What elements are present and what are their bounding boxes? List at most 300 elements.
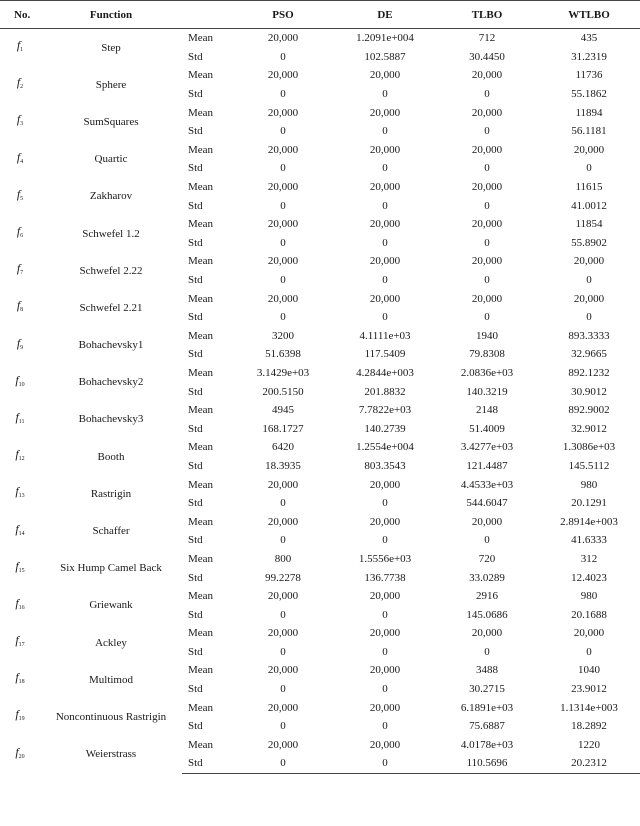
stat-label-mean: Mean (188, 106, 214, 119)
function-index: 17 (18, 642, 25, 649)
cell-std-wtlbo: 23.9012 (571, 683, 607, 696)
cell-mean-de: 20,000 (369, 218, 401, 231)
cell-mean-tlbo: 2.0836e+03 (460, 366, 514, 379)
cell-mean-wtlbo: 312 (580, 552, 598, 565)
function-number (0, 550, 40, 587)
function-name: Ackley (95, 636, 127, 649)
cell-std-tlbo: 51.4009 (469, 422, 505, 435)
cell-mean-pso: 20,000 (267, 738, 299, 751)
function-number (0, 141, 40, 178)
cell-mean-tlbo: 20,000 (471, 255, 503, 268)
stat-label-mean: Mean (188, 69, 214, 82)
header-stat (182, 1, 232, 29)
cell-mean-pso: 20,000 (267, 478, 299, 491)
cell-std-pso: 0 (232, 754, 334, 773)
cell-mean-pso: 3.1429e+03 (256, 366, 310, 379)
cell-std-wtlbo: 55.8902 (571, 236, 607, 249)
cell-mean-tlbo: 2916 (476, 590, 498, 603)
cell-mean-de: 20,000 (369, 701, 401, 714)
table-row-mean (0, 475, 640, 494)
cell-mean-wtlbo: 1040 (578, 664, 600, 677)
cell-std-wtlbo: 18.2892 (571, 720, 607, 733)
function-number (0, 475, 40, 512)
function-name: Schaffer (92, 525, 130, 538)
cell-mean-tlbo: 20,000 (471, 515, 503, 528)
stat-label-std: Std (188, 422, 203, 435)
function-name: Six Hump Camel Back (60, 562, 162, 575)
function-index: 16 (18, 604, 25, 611)
function-symbol: f (16, 224, 21, 239)
stat-label-std: Std (188, 385, 203, 398)
cell-mean-pso: 6420 (272, 441, 294, 454)
table-row-mean (0, 698, 640, 717)
function-symbol: f (15, 707, 19, 722)
stat-label-std: Std (188, 88, 203, 101)
function-symbol: f (16, 149, 21, 164)
stat-label-std: Std (188, 534, 203, 547)
table-row-mean (0, 624, 640, 643)
function-symbol: f (16, 298, 21, 313)
cell-mean-wtlbo: 980 (580, 590, 598, 603)
function-index: 15 (18, 567, 25, 574)
cell-mean-pso: 3200 (272, 329, 294, 342)
cell-mean-tlbo: 6.1891e+03 (460, 701, 514, 714)
cell-mean-tlbo: 2148 (476, 404, 498, 417)
header-de: DE (334, 1, 436, 29)
cell-std-wtlbo: 0 (586, 274, 592, 287)
cell-std-de: 0 (382, 125, 388, 138)
header-row (0, 1, 640, 29)
cell-mean-de: 20,000 (369, 181, 401, 194)
cell-std-de: 0 (382, 645, 388, 658)
cell-mean-wtlbo: 2.8914e+003 (560, 515, 618, 528)
function-index: 1 (20, 47, 24, 54)
cell-std-de: 0 (382, 534, 388, 547)
function-name: Griewank (89, 599, 133, 612)
table-row-mean (0, 364, 640, 383)
cell-std-tlbo: 0 (484, 236, 490, 249)
function-symbol: f (15, 372, 19, 387)
stat-label-std: Std (188, 497, 203, 510)
cell-mean-pso: 20,000 (267, 515, 299, 528)
function-index: 10 (18, 381, 25, 388)
cell-mean-wtlbo: 11736 (575, 69, 603, 82)
function-number (0, 401, 40, 438)
stat-label-std: Std (188, 199, 203, 212)
cell-mean-pso: 20,000 (267, 701, 299, 714)
cell-mean-tlbo: 3.4277e+03 (460, 441, 514, 454)
stat-label-std: Std (188, 311, 203, 324)
cell-std-pso: 168.1727 (262, 422, 304, 435)
cell-mean-tlbo: 20,000 (471, 143, 503, 156)
cell-mean-wtlbo: 20,000 (573, 255, 605, 268)
function-name: Weierstrass (85, 748, 137, 761)
table-row-mean (0, 103, 640, 122)
cell-std-wtlbo: 12.4023 (571, 571, 607, 584)
function-number (0, 698, 40, 735)
cell-std-tlbo: 110.5696 (436, 754, 538, 773)
cell-std-pso: 0 (280, 274, 286, 287)
cell-mean-de: 7.7822e+03 (358, 404, 412, 417)
cell-std-wtlbo: 20.1688 (571, 608, 607, 621)
cell-mean-tlbo: 720 (478, 552, 496, 565)
stat-label-std: Std (188, 274, 203, 287)
cell-mean-tlbo: 20,000 (471, 292, 503, 305)
cell-std-pso: 0 (280, 534, 286, 547)
stat-label-mean: Mean (188, 404, 214, 417)
cell-std-pso: 0 (280, 125, 286, 138)
function-symbol: f (16, 186, 21, 201)
table-row-mean (0, 141, 640, 160)
table-row-mean (0, 66, 640, 85)
cell-std-pso: 0 (280, 608, 286, 621)
cell-std-wtlbo: 0 (586, 645, 592, 658)
function-name: Multimod (88, 673, 133, 686)
cell-std-pso: 0 (280, 162, 286, 175)
cell-mean-pso: 20,000 (267, 255, 299, 268)
cell-mean-tlbo: 3488 (476, 664, 498, 677)
cell-std-de: 0 (382, 162, 388, 175)
stat-label-mean: Mean (188, 218, 214, 231)
cell-std-de: 0 (382, 236, 388, 249)
cell-mean-de: 20,000 (369, 143, 401, 156)
cell-mean-de: 1.2554e+004 (356, 441, 414, 454)
table-row-mean (0, 401, 640, 420)
function-number (0, 289, 40, 326)
cell-mean-wtlbo: 892.1232 (568, 366, 610, 379)
cell-std-pso: 0 (280, 199, 286, 212)
cell-std-pso: 0 (280, 720, 286, 733)
cell-std-de: 803.3543 (364, 459, 406, 472)
cell-std-tlbo: 0 (484, 645, 490, 658)
function-index: 7 (20, 270, 24, 277)
function-index: 2 (20, 84, 24, 91)
cell-std-tlbo: 33.0289 (469, 571, 505, 584)
cell-std-wtlbo: 20.2312 (538, 754, 640, 773)
cell-mean-wtlbo: 980 (580, 478, 598, 491)
cell-mean-de: 1.5556e+03 (358, 552, 412, 565)
table-row-mean (0, 736, 640, 755)
function-symbol: f (15, 633, 19, 648)
function-symbol: f (15, 521, 19, 536)
stat-label-mean: Mean (188, 181, 214, 194)
function-number (0, 327, 40, 364)
cell-std-de: 0 (334, 754, 436, 773)
function-name: Schwefel 1.2 (82, 227, 140, 240)
cell-std-tlbo: 75.6887 (469, 720, 505, 733)
stat-label-std: Std (188, 683, 203, 696)
cell-std-pso: 0 (280, 311, 286, 324)
stat-label-std: Std (188, 236, 203, 249)
function-index: 11 (18, 418, 25, 425)
function-symbol: f (15, 409, 19, 424)
cell-std-de: 102.5887 (364, 50, 406, 63)
cell-std-tlbo: 140.3219 (466, 385, 508, 398)
stat-label-mean: Mean (188, 627, 214, 640)
stat-label-std: Std (188, 125, 203, 138)
stat-label-std: Std (188, 645, 203, 658)
stat-label-mean: Mean (188, 366, 214, 379)
table-row-mean (0, 29, 640, 48)
cell-std-wtlbo: 31.2319 (571, 50, 607, 63)
function-index: 14 (18, 530, 25, 537)
function-name: Booth (97, 450, 125, 463)
stat-label-mean: Mean (188, 701, 214, 714)
function-number (0, 66, 40, 103)
header-tlbo: TLBO (436, 1, 538, 29)
cell-mean-de: 4.1111e+03 (359, 329, 411, 342)
cell-mean-wtlbo: 1.1314e+003 (560, 701, 618, 714)
stat-label-mean: Mean (188, 515, 214, 528)
stat-label-std: Std (188, 571, 203, 584)
cell-mean-tlbo: 20,000 (471, 69, 503, 82)
function-name: Quartic (94, 153, 128, 166)
cell-mean-de: 20,000 (369, 255, 401, 268)
function-index: 8 (20, 307, 24, 314)
function-index: 19 (18, 716, 25, 723)
cell-mean-pso: 800 (274, 552, 292, 565)
cell-std-de: 0 (382, 720, 388, 733)
function-name: Rastrigin (90, 487, 132, 500)
function-number (0, 438, 40, 475)
table-row-mean (0, 550, 640, 569)
cell-std-de: 0 (382, 608, 388, 621)
stat-label-mean: Mean (188, 292, 214, 305)
cell-std-de: 0 (382, 311, 388, 324)
function-index: 5 (20, 195, 24, 202)
cell-std-pso: 0 (280, 645, 286, 658)
function-number (0, 736, 40, 774)
cell-mean-pso: 20,000 (267, 181, 299, 194)
function-symbol: f (15, 595, 19, 610)
cell-mean-wtlbo: 20,000 (573, 627, 605, 640)
cell-std-wtlbo: 56.1181 (571, 125, 607, 138)
cell-std-pso: 0 (280, 88, 286, 101)
cell-mean-tlbo: 20,000 (471, 181, 503, 194)
table-row-mean (0, 512, 640, 531)
cell-mean-de: 20,000 (369, 69, 401, 82)
cell-std-tlbo: 0 (484, 534, 490, 547)
function-number (0, 364, 40, 401)
function-symbol: f (16, 335, 21, 350)
cell-std-pso: 0 (280, 50, 286, 63)
cell-std-tlbo: 79.8308 (469, 348, 505, 361)
cell-mean-wtlbo: 11615 (575, 181, 603, 194)
cell-std-pso: 51.6398 (265, 348, 301, 361)
stat-label-mean: Mean (188, 255, 214, 268)
cell-mean-de: 20,000 (369, 738, 401, 751)
cell-mean-wtlbo: 892.9002 (568, 404, 610, 417)
cell-std-wtlbo: 32.9665 (571, 348, 607, 361)
cell-mean-tlbo: 4.4533e+03 (460, 478, 514, 491)
stat-label-std: Std (182, 754, 232, 773)
cell-std-tlbo: 145.0686 (466, 608, 508, 621)
cell-mean-tlbo: 20,000 (471, 218, 503, 231)
function-name: Schwefel 2.22 (79, 264, 143, 277)
cell-std-pso: 99.2278 (265, 571, 301, 584)
cell-std-de: 201.8832 (364, 385, 406, 398)
function-index: 20 (18, 753, 25, 760)
function-symbol: f (16, 261, 21, 276)
function-name: SumSquares (83, 115, 139, 128)
cell-mean-de: 4.2844e+003 (356, 366, 414, 379)
stat-label-mean: Mean (188, 441, 214, 454)
function-index: 3 (20, 121, 24, 128)
stat-label-mean: Mean (188, 329, 214, 342)
function-index: 6 (20, 233, 24, 240)
cell-std-tlbo: 0 (484, 162, 490, 175)
function-index: 9 (20, 344, 24, 351)
cell-std-de: 117.5409 (364, 348, 406, 361)
cell-std-tlbo: 0 (484, 311, 490, 324)
cell-mean-tlbo: 20,000 (471, 627, 503, 640)
cell-mean-tlbo: 1940 (476, 329, 498, 342)
function-index: 13 (18, 493, 25, 500)
cell-std-pso: 0 (280, 236, 286, 249)
cell-mean-pso: 20,000 (267, 590, 299, 603)
header-function: Function (40, 1, 182, 29)
function-number (0, 587, 40, 624)
cell-mean-tlbo: 712 (478, 32, 496, 45)
table-row-mean (0, 438, 640, 457)
function-name: Sphere (95, 78, 127, 91)
cell-std-tlbo: 30.4450 (469, 50, 505, 63)
function-symbol: f (15, 447, 19, 462)
function-number (0, 29, 40, 67)
cell-std-de: 136.7738 (364, 571, 406, 584)
cell-mean-wtlbo: 11894 (575, 106, 603, 119)
cell-mean-pso: 20,000 (267, 69, 299, 82)
function-number (0, 103, 40, 140)
stat-label-mean: Mean (188, 738, 214, 751)
header-no: No. (0, 1, 40, 29)
cell-std-wtlbo: 41.0012 (571, 199, 607, 212)
function-symbol: f (16, 38, 21, 53)
cell-std-tlbo: 0 (484, 274, 490, 287)
function-symbol: f (16, 75, 21, 90)
cell-std-tlbo: 0 (484, 88, 490, 101)
cell-std-wtlbo: 55.1862 (571, 88, 607, 101)
cell-mean-wtlbo: 20,000 (573, 143, 605, 156)
table-row-mean (0, 215, 640, 234)
function-number (0, 661, 40, 698)
cell-std-de: 0 (382, 274, 388, 287)
table-row-mean (0, 289, 640, 308)
function-number (0, 215, 40, 252)
function-symbol: f (15, 484, 19, 499)
function-name: Step (101, 41, 121, 54)
function-name: Bohachevsky1 (78, 339, 144, 352)
function-name: Zakharov (89, 190, 133, 203)
cell-std-de: 140.2739 (364, 422, 406, 435)
cell-mean-de: 1.2091e+004 (356, 32, 414, 45)
cell-mean-pso: 20,000 (267, 664, 299, 677)
cell-std-de: 0 (382, 683, 388, 696)
stat-label-std: Std (188, 608, 203, 621)
function-name: Schwefel 2.21 (79, 301, 143, 314)
function-number (0, 178, 40, 215)
cell-mean-wtlbo: 893.3333 (568, 329, 610, 342)
cell-mean-tlbo: 20,000 (471, 106, 503, 119)
stat-label-mean: Mean (188, 590, 214, 603)
cell-mean-de: 20,000 (369, 627, 401, 640)
function-symbol: f (15, 744, 19, 759)
table-body (0, 29, 640, 774)
cell-mean-wtlbo: 1.3086e+03 (562, 441, 616, 454)
cell-mean-wtlbo: 11854 (575, 218, 603, 231)
stat-label-mean: Mean (188, 664, 214, 677)
function-number (0, 624, 40, 661)
stat-label-std: Std (188, 720, 203, 733)
function-number (0, 512, 40, 549)
stat-label-mean: Mean (188, 478, 214, 491)
function-index: 18 (18, 679, 25, 686)
cell-mean-wtlbo: 435 (580, 32, 598, 45)
cell-std-tlbo: 0 (484, 199, 490, 212)
function-symbol: f (16, 112, 21, 127)
table-row-mean (0, 252, 640, 271)
function-symbol: f (15, 670, 19, 685)
cell-mean-wtlbo: 1220 (578, 738, 600, 751)
stat-label-std: Std (188, 459, 203, 472)
cell-std-de: 0 (382, 199, 388, 212)
table-row-mean (0, 587, 640, 606)
stat-label-std: Std (188, 348, 203, 361)
cell-std-wtlbo: 20.1291 (571, 497, 607, 510)
cell-std-wtlbo: 0 (586, 311, 592, 324)
stat-label-mean: Mean (188, 552, 214, 565)
cell-std-wtlbo: 145.5112 (568, 459, 610, 472)
cell-std-pso: 0 (280, 683, 286, 696)
cell-std-pso: 0 (280, 497, 286, 510)
cell-mean-de: 20,000 (369, 478, 401, 491)
function-number (0, 252, 40, 289)
cell-mean-pso: 20,000 (267, 292, 299, 305)
cell-std-wtlbo: 0 (586, 162, 592, 175)
stat-label-std: Std (188, 50, 203, 63)
cell-std-wtlbo: 30.9012 (571, 385, 607, 398)
cell-mean-pso: 20,000 (267, 143, 299, 156)
cell-mean-pso: 20,000 (267, 627, 299, 640)
cell-mean-tlbo: 4.0178e+03 (460, 738, 514, 751)
cell-mean-pso: 20,000 (267, 218, 299, 231)
cell-mean-de: 20,000 (369, 515, 401, 528)
function-name: Noncontinuous Rastrigin (55, 710, 167, 723)
cell-std-tlbo: 121.4487 (466, 459, 508, 472)
cell-std-pso: 18.3935 (265, 459, 301, 472)
function-name: Bohachevsky2 (78, 376, 144, 389)
cell-mean-de: 20,000 (369, 106, 401, 119)
function-index: 4 (20, 158, 24, 165)
cell-mean-pso: 20,000 (267, 32, 299, 45)
cell-mean-de: 20,000 (369, 292, 401, 305)
cell-std-wtlbo: 41.6333 (571, 534, 607, 547)
cell-mean-pso: 20,000 (267, 106, 299, 119)
cell-std-tlbo: 544.6047 (466, 497, 508, 510)
header-wtlbo: WTLBO (538, 1, 640, 29)
table-row-mean (0, 661, 640, 680)
cell-mean-pso: 4945 (272, 404, 294, 417)
cell-mean-de: 20,000 (369, 590, 401, 603)
cell-std-de: 0 (382, 88, 388, 101)
stat-label-std: Std (188, 162, 203, 175)
cell-std-tlbo: 30.2715 (469, 683, 505, 696)
table-row-mean (0, 327, 640, 346)
function-name: Bohachevsky3 (78, 413, 144, 426)
function-index: 12 (18, 456, 25, 463)
cell-std-pso: 200.5150 (262, 385, 304, 398)
cell-mean-de: 20,000 (369, 664, 401, 677)
